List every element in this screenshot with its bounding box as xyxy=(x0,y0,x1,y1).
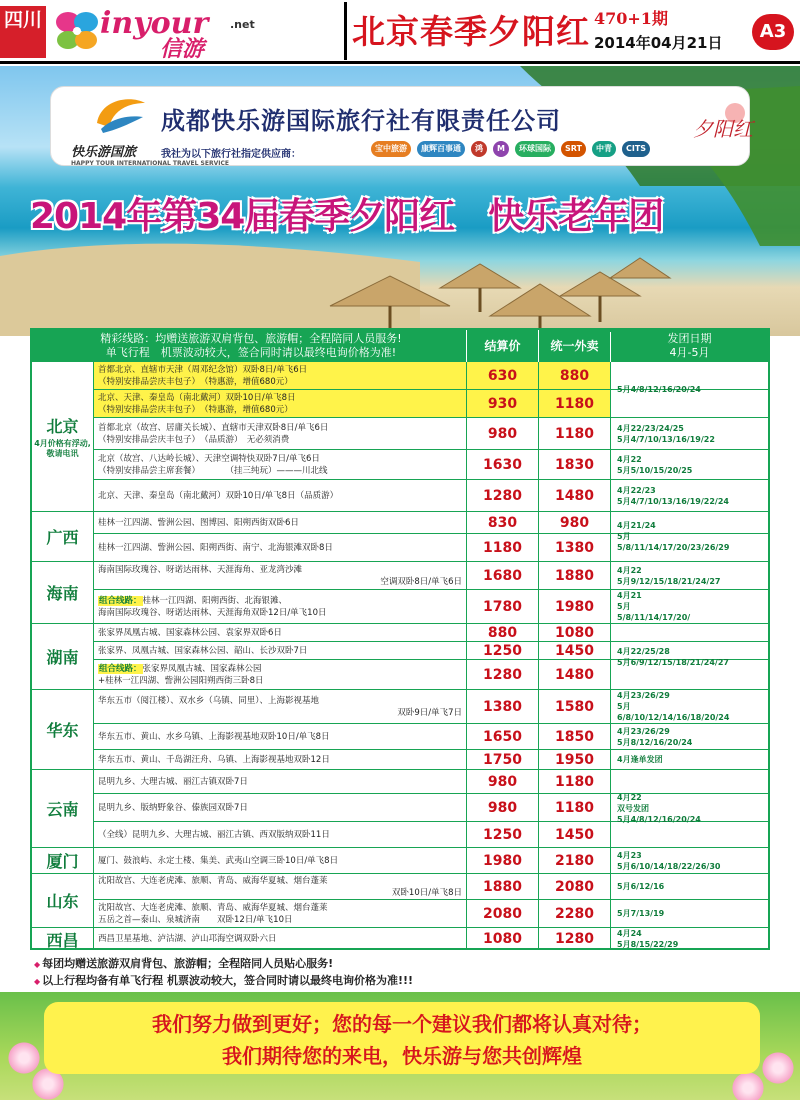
route-line: 桂林一江四湖、訾洲公园、阳朔西街、南宁、北海银滩双卧8日 xyxy=(98,542,333,553)
date-line: 双号发团 xyxy=(617,804,649,813)
date-line: 4月22 xyxy=(617,793,642,802)
company-swoosh-logo-icon xyxy=(91,93,151,137)
departure-dates xyxy=(610,512,768,562)
region-label-huadong xyxy=(32,690,94,770)
retail-price: 980 xyxy=(538,512,610,533)
region-label-yunnan xyxy=(32,770,94,848)
route-description xyxy=(94,362,466,389)
retail-price: 1980 xyxy=(538,590,610,623)
route-description xyxy=(94,660,466,689)
route-description xyxy=(94,590,466,623)
route-line: 双卧10日/单飞8日 xyxy=(391,887,462,898)
partner-logos xyxy=(371,141,650,157)
butterfly-logo-icon xyxy=(52,6,102,56)
header-desc-line: 单飞行程 机票波动较大，签合同时请以最终电询价格为准! xyxy=(105,346,397,359)
region-label-xiamen xyxy=(32,848,94,874)
route-line: 首都北京（故宫、居庸关长城）、直辖市天津双卧8日/单飞6日 xyxy=(98,422,329,433)
retail-price: 1830 xyxy=(538,450,610,479)
departure-dates xyxy=(610,450,768,480)
cost-price: 2080 xyxy=(466,900,538,927)
region-note: 4月价格有浮动,敬请电讯 xyxy=(34,439,91,458)
retail-price: 1180 xyxy=(538,418,610,449)
cost-price: 1250 xyxy=(466,642,538,659)
departure-dates xyxy=(610,928,768,950)
cost-price: 1630 xyxy=(466,450,538,479)
departure-dates xyxy=(610,480,768,512)
cost-price: 830 xyxy=(466,512,538,533)
retail-price: 1450 xyxy=(538,642,610,659)
route-line: 华东五市、黄山、千岛湖汪舟、乌镇、上海影视基地双卧12日 xyxy=(98,754,330,765)
date-line: 4月23 xyxy=(617,850,642,860)
cost-price: 980 xyxy=(466,418,538,449)
date-line: 4月21/24 xyxy=(617,521,656,530)
date-line: 5月 xyxy=(617,532,631,541)
cost-price: 1250 xyxy=(466,822,538,847)
date-line: 5月4/7/10/13/16/19/22 xyxy=(617,434,715,444)
date-line: 4月23/26/29 xyxy=(617,726,670,736)
cost-price: 1880 xyxy=(466,874,538,899)
date-line: 4月21 xyxy=(617,591,642,600)
region-name: 广西 xyxy=(46,528,79,547)
page-header xyxy=(0,0,800,64)
region-name: 北京 xyxy=(46,417,79,436)
route-line: 华东五市（阅江楼）、双水乡（乌镇、同里）、上海影视基地 xyxy=(98,695,320,706)
page-title: 北京春季夕阳红 xyxy=(352,12,590,51)
date-line: 4月23/26/29 xyxy=(617,691,670,700)
brand-chinese: 信游 xyxy=(160,37,205,62)
route-line: （特别安排品尝主席套餐） （挂三纯玩）———川北线 xyxy=(98,465,328,476)
route-line: （全线）昆明九乡、大理古城、丽江古镇、西双版纳双卧11日 xyxy=(98,829,330,840)
combo-route-tag: 组合线路： xyxy=(99,663,142,674)
partner-logo: M xyxy=(493,141,509,157)
route-line: 沈阳故宫、大连老虎滩、旅顺、青岛、威海华夏城、烟台蓬莱 xyxy=(98,902,328,913)
route-line: 张家界凤凰古城、国家森林公园 xyxy=(142,663,262,674)
route-line: （特别安排品尝庆丰包子） （特惠游，增值680元） xyxy=(98,404,293,415)
departure-dates xyxy=(610,724,768,750)
departure-dates xyxy=(610,690,768,724)
retail-price: 1480 xyxy=(538,480,610,511)
retail-price: 1180 xyxy=(538,794,610,821)
route-description xyxy=(94,418,466,449)
date-line: 5月4/7/10/13/16/19/22/24 xyxy=(617,496,729,506)
region-label-beijing xyxy=(32,362,94,512)
header-cost-price: 结算价 xyxy=(466,330,538,362)
header-desc-line: 精彩线路：均赠送旅游双肩背包、旅游帽；全程陪同人员服务! xyxy=(100,332,402,345)
route-line: 五岳之首—泰山、泉城济南 双卧12日/单飞10日 xyxy=(98,914,293,925)
retail-price: 1280 xyxy=(538,928,610,950)
date-line: 4月22 xyxy=(617,454,642,464)
route-description xyxy=(94,848,466,873)
route-line: 西昌卫星基地、泸沽湖、泸山邛海空调双卧六日 xyxy=(98,934,277,944)
partner-logo: 宝中旅游 xyxy=(371,141,411,157)
date-line: 5月6/9/12/15/18/21/24/27 xyxy=(617,657,729,667)
departure-dates xyxy=(610,750,768,770)
date-line: 4月22 xyxy=(617,565,642,575)
route-line: 厦门、鼓浪屿、永定土楼、集美、武夷山空调三卧10日/单飞8日 xyxy=(98,855,339,866)
date-line: 5月6/10/14/18/22/26/30 xyxy=(617,861,721,871)
route-description xyxy=(94,770,466,793)
date-line: 5/8/11/14/17/20/23/26/29 xyxy=(617,543,730,552)
tour-price-table xyxy=(30,328,770,950)
departure-dates xyxy=(610,362,768,418)
route-description xyxy=(94,624,466,641)
region-label-guangxi xyxy=(32,512,94,562)
route-line: 北京、天津、秦皇岛（南北戴河）双卧10日/单飞8日 xyxy=(98,392,296,403)
slogan-line: 我们期待您的来电，快乐游与您共创辉煌 xyxy=(222,1044,582,1068)
departure-dates xyxy=(610,624,768,690)
route-description xyxy=(94,928,466,950)
date-line: 4月逢单发团 xyxy=(617,755,663,764)
departure-dates xyxy=(610,900,768,928)
retail-price: 1850 xyxy=(538,724,610,749)
route-description xyxy=(94,900,466,927)
date-line: 5月7/13/19 xyxy=(617,909,665,918)
header-dates-line: 4月-5月 xyxy=(669,346,710,359)
route-description xyxy=(94,822,466,847)
departure-dates xyxy=(610,874,768,900)
region-name: 湖南 xyxy=(46,648,79,667)
route-line: （特别安排品尝庆丰包子） （特惠游，增值680元） xyxy=(98,376,293,387)
date-line: 4月22/23 xyxy=(617,485,656,495)
slogan-box xyxy=(44,1002,760,1074)
route-line: 华东五市、黄山、水乡乌镇、上海影视基地双卧10日/单飞8日 xyxy=(98,731,330,742)
table-header xyxy=(32,330,768,362)
combo-route-tag: 组合线路： xyxy=(99,595,142,606)
issue-number: 470+1期 xyxy=(594,9,668,28)
header-retail-price: 统一外卖 xyxy=(538,330,610,362)
retail-price: 1480 xyxy=(538,660,610,689)
cost-price: 1380 xyxy=(466,690,538,723)
partner-logo: 中青 xyxy=(592,141,616,157)
region-name: 云南 xyxy=(46,800,79,819)
date-line: 5月8/12/16/20/24 xyxy=(617,737,693,747)
route-line: 双卧9日/单飞7日 xyxy=(397,707,462,718)
route-description xyxy=(94,690,466,723)
footnotes xyxy=(34,956,413,990)
partner-logo: 康辉百事通 xyxy=(417,141,465,157)
date-line: 4月22/23/24/25 xyxy=(617,423,684,433)
region-label-shandong xyxy=(32,874,94,928)
issue-date: 2014年04月21日 xyxy=(594,34,723,52)
retail-price: 1180 xyxy=(538,390,610,417)
date-line: 5月 xyxy=(617,602,631,611)
cost-price: 880 xyxy=(466,624,538,641)
route-line: 海南国际玫瑰谷、呀诺达雨林、天涯海角双卧12日/单飞10日 xyxy=(98,607,327,618)
cost-price: 930 xyxy=(466,390,538,417)
departure-dates xyxy=(610,770,768,848)
cost-price: 1680 xyxy=(466,562,538,589)
date-line: 6/8/10/12/14/16/18/20/24 xyxy=(617,713,730,722)
route-description xyxy=(94,390,466,417)
cost-price: 1750 xyxy=(466,750,538,769)
retail-price: 2280 xyxy=(538,900,610,927)
date-line: 5月9/12/15/18/21/24/27 xyxy=(617,576,721,586)
route-line: 空调双卧8日/单飞6日 xyxy=(380,576,462,587)
banner-sub: 快乐老年团 xyxy=(488,196,664,237)
departure-dates xyxy=(610,590,768,624)
retail-price: 1180 xyxy=(538,770,610,793)
region-badge: 四川 xyxy=(0,6,46,58)
cost-price: 1080 xyxy=(466,928,538,950)
retail-price: 1880 xyxy=(538,562,610,589)
departure-dates xyxy=(610,848,768,874)
cost-price: 980 xyxy=(466,770,538,793)
retail-price: 880 xyxy=(538,362,610,389)
route-line: +桂林一江四湖、訾洲公园阳朔西街三卧8日 xyxy=(98,675,264,686)
date-line: 5月6/12/16 xyxy=(617,882,665,891)
retail-price: 1950 xyxy=(538,750,610,769)
date-line: 5月4/8/12/16/20/24 xyxy=(617,385,701,394)
partner-logo: 鸿 xyxy=(471,141,487,157)
date-line: 5月4/8/12/16/20/24 xyxy=(617,815,701,824)
retail-price: 1450 xyxy=(538,822,610,847)
cost-price: 1180 xyxy=(466,534,538,561)
region-name: 西昌 xyxy=(46,930,79,950)
page-number-badge: A3 xyxy=(752,14,794,50)
retail-price: 2080 xyxy=(538,874,610,899)
brand-domain: .net xyxy=(230,18,255,31)
cost-price: 1980 xyxy=(466,848,538,873)
slogan-line: 我们努力做到更好；您的每一个建议我们都将认真对待； xyxy=(152,1012,652,1036)
cost-price: 1280 xyxy=(466,660,538,689)
retail-price: 1580 xyxy=(538,690,610,723)
route-description xyxy=(94,512,466,533)
cost-price: 1650 xyxy=(466,724,538,749)
route-line: 北京、天津、秦皇岛（南北戴河）双卧10日/单飞8日（品质游） xyxy=(98,490,339,501)
date-line: 4月24 xyxy=(617,929,642,938)
region-label-hunan xyxy=(32,624,94,690)
header-departure-dates xyxy=(610,332,768,362)
route-line: 沈阳故宫、大连老虎滩、旅顺、青岛、威海华夏城、烟台蓬莱 xyxy=(98,875,328,886)
date-line: 5/8/11/14/17/20/ xyxy=(617,613,691,622)
date-line: 5月 xyxy=(617,702,631,711)
date-line: 5月5/10/15/20/25 xyxy=(617,465,693,475)
header-divider xyxy=(344,2,347,60)
route-line: 昆明九乡、大理古城、丽江古镇双卧7日 xyxy=(98,776,248,787)
sunset-red-seal xyxy=(691,93,755,157)
company-name: 成都快乐游国际旅行社有限责任公司 xyxy=(161,107,561,135)
footnote: ◆ 每团均赠送旅游双肩背包、旅游帽；全程陪同人员贴心服务! xyxy=(34,956,413,973)
region-name: 华东 xyxy=(46,721,79,740)
route-line: 桂林一江四湖、訾洲公园、图博园、阳朔西街双卧6日 xyxy=(98,517,299,528)
route-description xyxy=(94,874,466,899)
route-description xyxy=(94,534,466,561)
header-route-description xyxy=(36,332,466,360)
brand-logo xyxy=(52,4,272,62)
brand-word: inyour xyxy=(100,6,209,41)
partner-logo: 环球国际 xyxy=(515,141,555,157)
route-description xyxy=(94,642,466,659)
departure-dates xyxy=(610,562,768,590)
route-description xyxy=(94,450,466,479)
retail-price: 2180 xyxy=(538,848,610,873)
header-dates-line: 发团日期 xyxy=(667,332,712,345)
route-line: 桂林一江四湖、阳朔西街、北海银滩、 xyxy=(142,595,288,606)
cost-price: 980 xyxy=(466,794,538,821)
route-line: （特别安排品尝庆丰包子） （品质游） 无必须消费 xyxy=(98,434,290,445)
company-logo-en: HAPPY TOUR INTERNATIONAL TRAVEL SERVICE xyxy=(71,160,229,167)
route-line: 张家界凤凰古城、国家森林公园、袁家界双卧6日 xyxy=(98,627,282,638)
route-description xyxy=(94,724,466,749)
route-description xyxy=(94,794,466,821)
cost-price: 1780 xyxy=(466,590,538,623)
company-logo-cn: 快乐游国旅 xyxy=(71,145,137,160)
footnote: ◆ 以上行程均备有单飞行程 机票波动较大，签合同时请以最终电询价格为准!!! xyxy=(34,973,413,990)
region-name: 海南 xyxy=(46,584,79,603)
flower-decoration-icon xyxy=(730,1070,766,1100)
route-description xyxy=(94,562,466,589)
cost-price: 1280 xyxy=(466,480,538,511)
region-label-hainan xyxy=(32,562,94,624)
partner-logo: CITS xyxy=(622,141,650,157)
retail-price: 1080 xyxy=(538,624,610,641)
departure-dates xyxy=(610,418,768,450)
route-line: 首都北京、直辖市天津（周邓纪念馆）双卧8日/单飞6日 xyxy=(98,364,308,375)
route-description xyxy=(94,480,466,511)
region-name: 山东 xyxy=(46,892,79,911)
region-label-xichang xyxy=(32,928,94,950)
banner-main: 2014年第34届春季夕阳红 xyxy=(30,196,455,237)
date-line: 5月8/15/22/29 xyxy=(617,940,679,949)
cost-price: 630 xyxy=(466,362,538,389)
route-description xyxy=(94,750,466,769)
seal-text: 夕阳红 xyxy=(693,117,753,141)
route-line: 海南国际玫瑰谷、呀诺达雨林、天涯海角、亚龙湾沙滩 xyxy=(98,564,303,575)
date-line: 4月22/25/28 xyxy=(617,646,670,656)
retail-price: 1380 xyxy=(538,534,610,561)
partner-logo: SRT xyxy=(561,141,586,157)
route-line: 张家界、凤凰古城、国家森林公园、韶山、长沙双卧7日 xyxy=(98,645,308,656)
route-line: 北京（故宫、八达岭长城）、天津空调特快双卧7日/单飞6日 xyxy=(98,453,320,464)
flower-decoration-icon xyxy=(760,1050,796,1086)
partners-label: 我社为以下旅行社指定供应商： xyxy=(161,149,301,160)
tour-banner-title xyxy=(30,188,663,239)
route-line: 昆明九乡、版纳野象谷、傣族园双卧7日 xyxy=(98,802,248,813)
company-banner xyxy=(50,86,753,167)
region-name: 厦门 xyxy=(46,852,79,871)
